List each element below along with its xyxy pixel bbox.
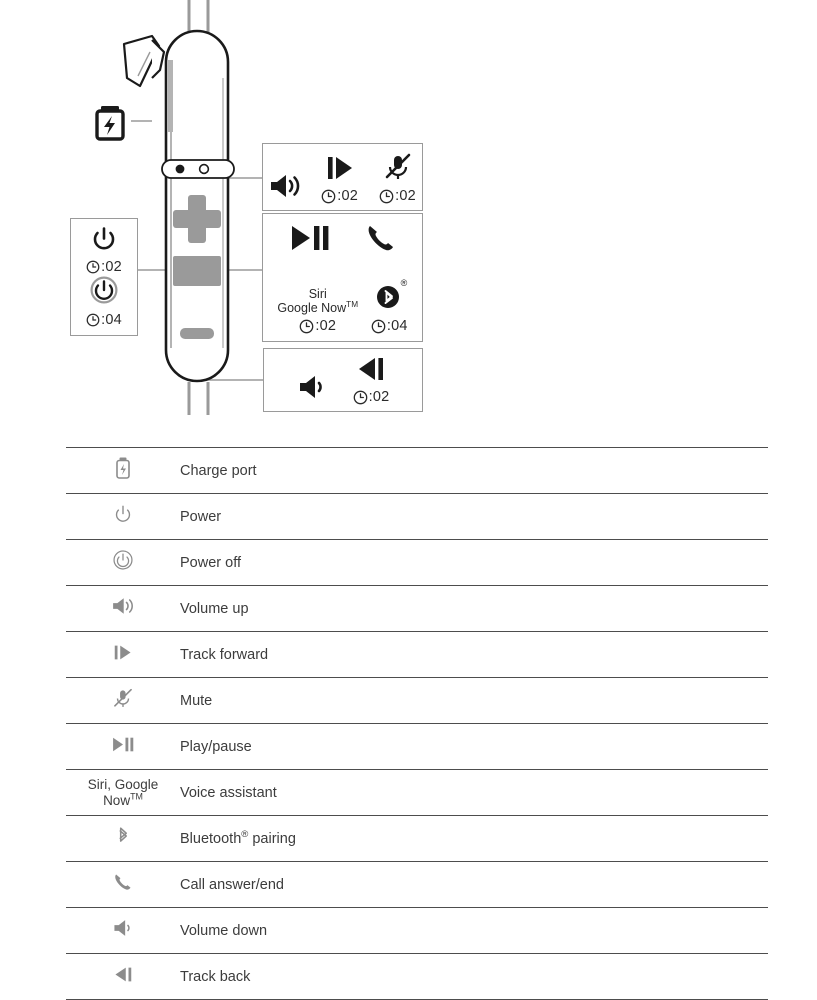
callout-volume-up-track-forward-mute [262,143,423,211]
callout-item-track-forward [315,155,364,204]
legend-icon-cell [66,632,180,678]
timing-power [86,259,122,275]
volume-up-icon [111,596,135,620]
track-forward-icon [324,155,356,185]
bluetooth-label-post: pairing [248,830,296,847]
timing-value: :02 [395,188,416,204]
power-off-icon [89,275,119,309]
timing-value: :02 [101,259,122,275]
call-icon [365,223,397,257]
power-off-icon [112,549,134,575]
legend-icon-cell [66,448,180,494]
voice-text-line2: Now [103,792,131,808]
timing-power-off [86,312,122,328]
track-forward-icon [112,643,134,666]
clock-icon [353,390,368,405]
legend-table [66,447,768,1000]
legend-label: Charge port [180,448,768,494]
legend-label: Track forward [180,632,768,678]
callout-item-volume-up [263,172,306,204]
clock-icon [299,319,314,334]
volume-down-icon [112,918,134,942]
device-diagram [0,0,817,440]
timing-voice-assistant [299,318,336,334]
timing-value: :04 [386,318,408,334]
timing-value: :04 [101,312,122,328]
play-pause-icon [110,735,136,758]
volume-down-button [180,328,214,339]
timing-bluetooth [371,318,408,334]
callout-item-volume-down [297,373,327,405]
clock-icon [86,260,100,274]
callout-play-call-voice-bluetooth [262,213,423,342]
legend-label: Power [180,494,768,540]
legend-label: Mute [180,678,768,724]
legend-label: Call answer/end [180,862,768,908]
legend-label: Track back [180,954,768,1000]
legend-icon-cell [66,862,180,908]
bottom-cables [189,382,208,415]
table-row [66,908,768,954]
mute-icon [383,153,413,185]
legend-icon-cell [66,586,180,632]
mute-icon [112,688,134,713]
callout-item-power [86,226,122,275]
battery-charge-icon [97,106,123,139]
registered-mark: ® [241,828,249,840]
table-row [66,770,768,816]
clock-icon [321,189,336,204]
table-row [66,862,768,908]
bluetooth-icon [115,825,131,851]
power-icon [91,226,117,256]
legend-icon-cell [66,540,180,586]
led-indicator [162,160,234,178]
timing-value: :02 [337,188,359,204]
legend-label: Volume down [180,908,768,954]
voice-assistant-label [277,287,358,315]
voice-text-line1: Siri, Google [87,776,159,792]
legend-label: Volume up [180,586,768,632]
table-row [66,540,768,586]
table-row [66,954,768,1000]
legend-icon-cell [66,816,180,862]
callout-power-poweroff [70,218,138,336]
bluetooth-label-pre: Bluetooth [180,830,242,847]
callout-item-voice-assistant [277,287,358,334]
track-back-icon [112,965,134,988]
legend-label: Voice assistant [180,770,768,816]
bluetooth-icon: ® [374,281,404,315]
call-icon [113,872,133,896]
legend-icon-cell [66,678,180,724]
timing-track-forward [321,188,358,204]
clock-icon [86,313,100,327]
trademark-mark: TM [346,299,359,309]
power-icon [113,504,133,528]
volume-up-icon [268,172,302,204]
timing-mute [379,188,416,204]
voice-label-line2: Google Now [277,301,347,315]
table-row [66,724,768,770]
callout-item-track-back [353,356,390,405]
table-row [66,448,768,494]
clock-icon [379,189,394,204]
legend-label: Play/pause [180,724,768,770]
legend-icon-cell [66,908,180,954]
legend-label [180,816,768,862]
center-button [173,256,221,286]
table-row [66,678,768,724]
timing-value: :02 [368,389,390,405]
callout-item-mute [373,153,422,204]
table-row [66,816,768,862]
volume-down-icon [297,373,327,405]
clock-icon [371,319,386,334]
timing-track-back [353,389,390,405]
track-back-icon [355,356,387,386]
voice-label-line1: Siri [308,287,327,301]
legend-icon-cell [66,494,180,540]
table-row [66,632,768,678]
legend-icon-cell [66,724,180,770]
trademark-mark: TM [130,791,143,801]
play-pause-icon [288,223,330,257]
legend-icon-cell [66,770,180,816]
callout-volume-down-track-back [263,348,423,412]
table-row [66,494,768,540]
charge-port-icon [113,456,133,484]
legend-icon-cell [66,954,180,1000]
timing-value: :02 [315,318,337,334]
callout-item-power-off [86,275,122,328]
callout-item-bluetooth [371,278,408,334]
table-row [66,586,768,632]
legend-label: Power off [180,540,768,586]
voice-assistant-text [66,777,180,809]
